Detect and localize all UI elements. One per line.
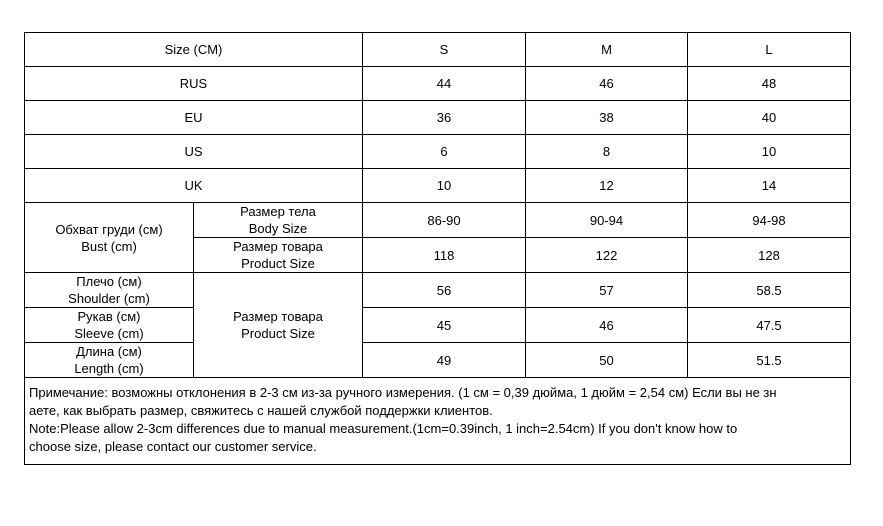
cell-value: 56 <box>363 273 526 308</box>
row-sleeve <box>25 308 851 343</box>
row-uk <box>25 169 851 203</box>
cell-value: 36 <box>363 101 526 135</box>
product-size-en: Product Size <box>241 256 315 271</box>
row-label: US <box>25 135 363 169</box>
cell-value: 12 <box>526 169 688 203</box>
length-label-en: Length (cm) <box>74 361 144 376</box>
shoulder-label-ru: Плечо (см) <box>76 274 142 289</box>
cell-value: 14 <box>688 169 851 203</box>
cell-value: 8 <box>526 135 688 169</box>
product-size-en: Product Size <box>241 326 315 341</box>
product-size-ru: Размер товара <box>233 309 323 324</box>
row-label: EU <box>25 101 363 135</box>
note-en-line-1: Note:Please allow 2-3cm differences due to manual measurement.(1cm=0.39inch, 1 inch=2.54cm) If you don't know how to <box>29 421 738 436</box>
cell-value: 57 <box>526 273 688 308</box>
body-size-label <box>194 203 363 238</box>
product-size-merged-label <box>194 273 363 378</box>
note-ru-line-2: аете, как выбрать размер, свяжитесь с нашей службой поддержки клиентов. <box>29 403 493 418</box>
note-ru-line-1: Примечание: возможны отклонения в 2-3 см из-за ручного измерения. (1 см = 0,39 дюйма, 1 дюйм = 2,54 см) Если вы не зн <box>29 385 777 400</box>
cell-value: 10 <box>363 169 526 203</box>
cell-value: 122 <box>526 238 688 273</box>
row-label: UK <box>25 169 363 203</box>
cell-value: 6 <box>363 135 526 169</box>
sleeve-label-ru: Рукав (см) <box>77 309 141 324</box>
cell-value: 10 <box>688 135 851 169</box>
sleeve-label <box>25 308 194 343</box>
cell-value: 40 <box>688 101 851 135</box>
bust-label <box>25 203 194 273</box>
cell-value: 50 <box>526 343 688 378</box>
shoulder-label-en: Shoulder (cm) <box>68 291 150 306</box>
header-size-l: L <box>688 33 851 67</box>
cell-value: 48 <box>688 67 851 101</box>
row-bust-body <box>25 203 851 238</box>
row-shoulder <box>25 273 851 308</box>
row-label: RUS <box>25 67 363 101</box>
bust-label-ru: Обхват груди (см) <box>55 221 163 237</box>
cell-value: 46 <box>526 308 688 343</box>
cell-value: 90-94 <box>526 203 688 238</box>
cell-value: 49 <box>363 343 526 378</box>
row-rus <box>25 67 851 101</box>
header-size-s: S <box>363 33 526 67</box>
cell-value: 38 <box>526 101 688 135</box>
bust-label-en: Bust (cm) <box>81 238 137 254</box>
note-cell <box>25 378 851 465</box>
body-size-ru: Размер тела <box>240 204 316 219</box>
cell-value: 51.5 <box>688 343 851 378</box>
row-us <box>25 135 851 169</box>
row-length <box>25 343 851 378</box>
size-chart-table <box>24 32 851 465</box>
header-size-m: M <box>526 33 688 67</box>
header-row <box>25 33 851 67</box>
cell-value: 46 <box>526 67 688 101</box>
note-en-line-2: choose size, please contact our customer service. <box>29 439 317 454</box>
cell-value: 45 <box>363 308 526 343</box>
cell-value: 94-98 <box>688 203 851 238</box>
note-row <box>25 378 851 465</box>
cell-value: 128 <box>688 238 851 273</box>
cell-value: 86-90 <box>363 203 526 238</box>
shoulder-label <box>25 273 194 308</box>
cell-value: 58.5 <box>688 273 851 308</box>
cell-value: 44 <box>363 67 526 101</box>
sleeve-label-en: Sleeve (cm) <box>74 326 144 341</box>
body-size-en: Body Size <box>248 221 308 236</box>
length-label-ru: Длина (см) <box>76 344 142 359</box>
header-label: Size (CM) <box>25 33 363 67</box>
cell-value: 118 <box>363 238 526 273</box>
product-size-label <box>194 238 363 273</box>
row-eu <box>25 101 851 135</box>
length-label <box>25 343 194 378</box>
product-size-ru: Размер товара <box>233 239 323 254</box>
cell-value: 47.5 <box>688 308 851 343</box>
